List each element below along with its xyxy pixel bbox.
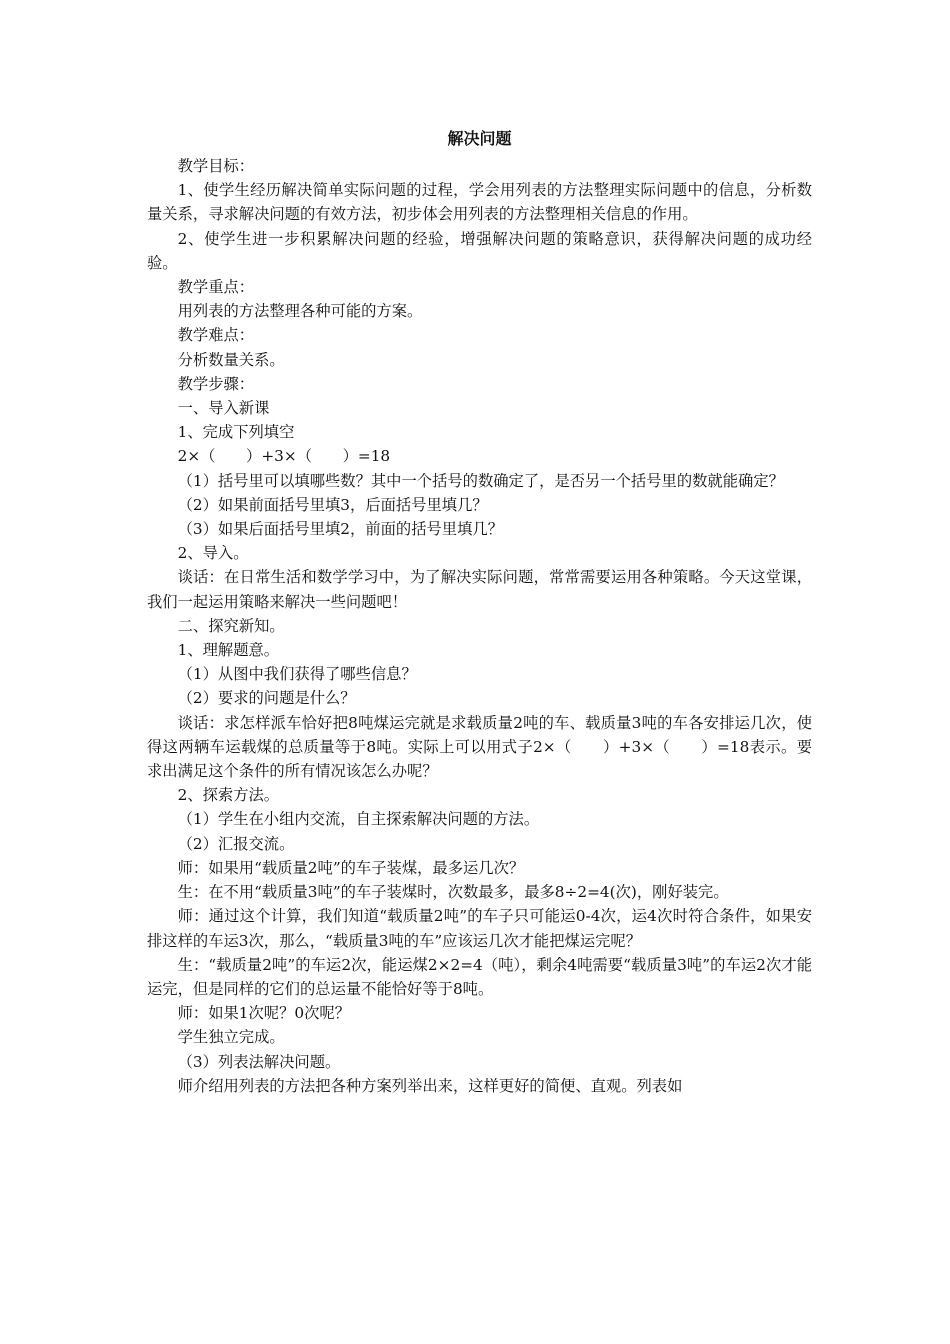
student-independent: 学生独立完成。 bbox=[177, 1028, 285, 1047]
teacher-line-1: 师：如果用“载质量2吨”的车子装煤，最多运几次？ bbox=[177, 858, 525, 877]
question-1: （1）括号里可以填哪些数？其中一个括号的数确定了，是否另一个括号里的数就能确定？ bbox=[177, 471, 784, 490]
goal-item-2: 2、使学生进一步积累解决问题的经验，增强解决问题的策略意识，获得解决问题的成功经验。 bbox=[147, 229, 812, 272]
section-intro: 一、导入新课 bbox=[177, 399, 270, 418]
explore-sub-3: （3）列表法解决问题。 bbox=[177, 1052, 341, 1071]
talk-1: 谈话：在日常生活和数学学习中，为了解决实际问题，常常需要运用各种策略。今天这堂课，我们一起运用策略来解决一些问题吧！ bbox=[147, 568, 812, 611]
explore-sub-2: （2）汇报交流。 bbox=[177, 834, 295, 853]
intro-step-1: 1、完成下列填空 bbox=[177, 423, 295, 442]
talk-2: 谈话：求怎样派车恰好把8吨煤运完就是求载质量2吨的车、载质量3吨的车各安排运几次，使得这两辆车运载煤的总质量等于8吨。实际上可以用式子2×（ ）+3×（ ）=18表示。要求出满足这个条件的所有情况该怎么办呢？ bbox=[147, 713, 812, 781]
question-2: （2）如果前面括号里填3，后面括号里填几？ bbox=[177, 495, 488, 514]
explore-sub-1: （1）学生在小组内交流，自主探索解决问题的方法。 bbox=[177, 810, 540, 829]
heading-difficulty: 教学难点： bbox=[177, 326, 255, 345]
intro-step-2: 2、导入。 bbox=[177, 544, 249, 563]
student-line-1: 生：在不用“载质量3吨”的车子装煤时，次数最多，最多8÷2=4(次)，刚好装完。 bbox=[177, 883, 729, 902]
document-title: 解决问题 bbox=[447, 129, 512, 148]
question-3: （3）如果后面括号里填2，前面的括号里填几？ bbox=[177, 520, 503, 539]
document-page bbox=[147, 128, 812, 1098]
explore-step-2: 2、探索方法。 bbox=[177, 786, 280, 805]
teacher-line-4: 师介绍用列表的方法把各种方案列举出来，这样更好的简便、直观。列表如 bbox=[177, 1076, 683, 1095]
teacher-line-2: 师：通过这个计算，我们知道“载质量2吨”的车子只可能运0-4次，运4次时符合条件，如果安排这样的车运3次，那么，“载质量3吨的车”应该运几次才能把煤运完呢？ bbox=[147, 907, 812, 950]
heading-steps: 教学步骤： bbox=[177, 374, 255, 393]
goal-item-1: 1、使学生经历解决简单实际问题的过程，学会用列表的方法整理实际问题中的信息，分析数量关系，寻求解决问题的有效方法，初步体会用列表的方法整理相关信息的作用。 bbox=[147, 181, 812, 224]
heading-teaching-goals: 教学目标： bbox=[177, 157, 255, 175]
teacher-line-3: 师：如果1次呢？0次呢？ bbox=[177, 1004, 351, 1023]
equation-blank: 2×（ ）+3×（ ）=18 bbox=[177, 447, 391, 466]
key-point-text: 用列表的方法整理各种可能的方案。 bbox=[177, 302, 423, 321]
heading-key-point: 教学重点： bbox=[177, 278, 255, 297]
difficulty-text: 分析数量关系。 bbox=[177, 350, 285, 369]
section-explore: 二、探究新知。 bbox=[177, 616, 285, 635]
explore-step-1: 1、理解题意。 bbox=[177, 641, 280, 660]
explore-question-2: （2）要求的问题是什么？ bbox=[177, 689, 356, 708]
explore-question-1: （1）从图中我们获得了哪些信息？ bbox=[177, 665, 417, 684]
student-line-2: 生：“载质量2吨”的车运2次，能运煤2×2=4（吨），剩余4吨需要“载质量3吨”的车运2次才能运完，但是同样的它们的总运量不能恰好等于8吨。 bbox=[147, 955, 812, 998]
